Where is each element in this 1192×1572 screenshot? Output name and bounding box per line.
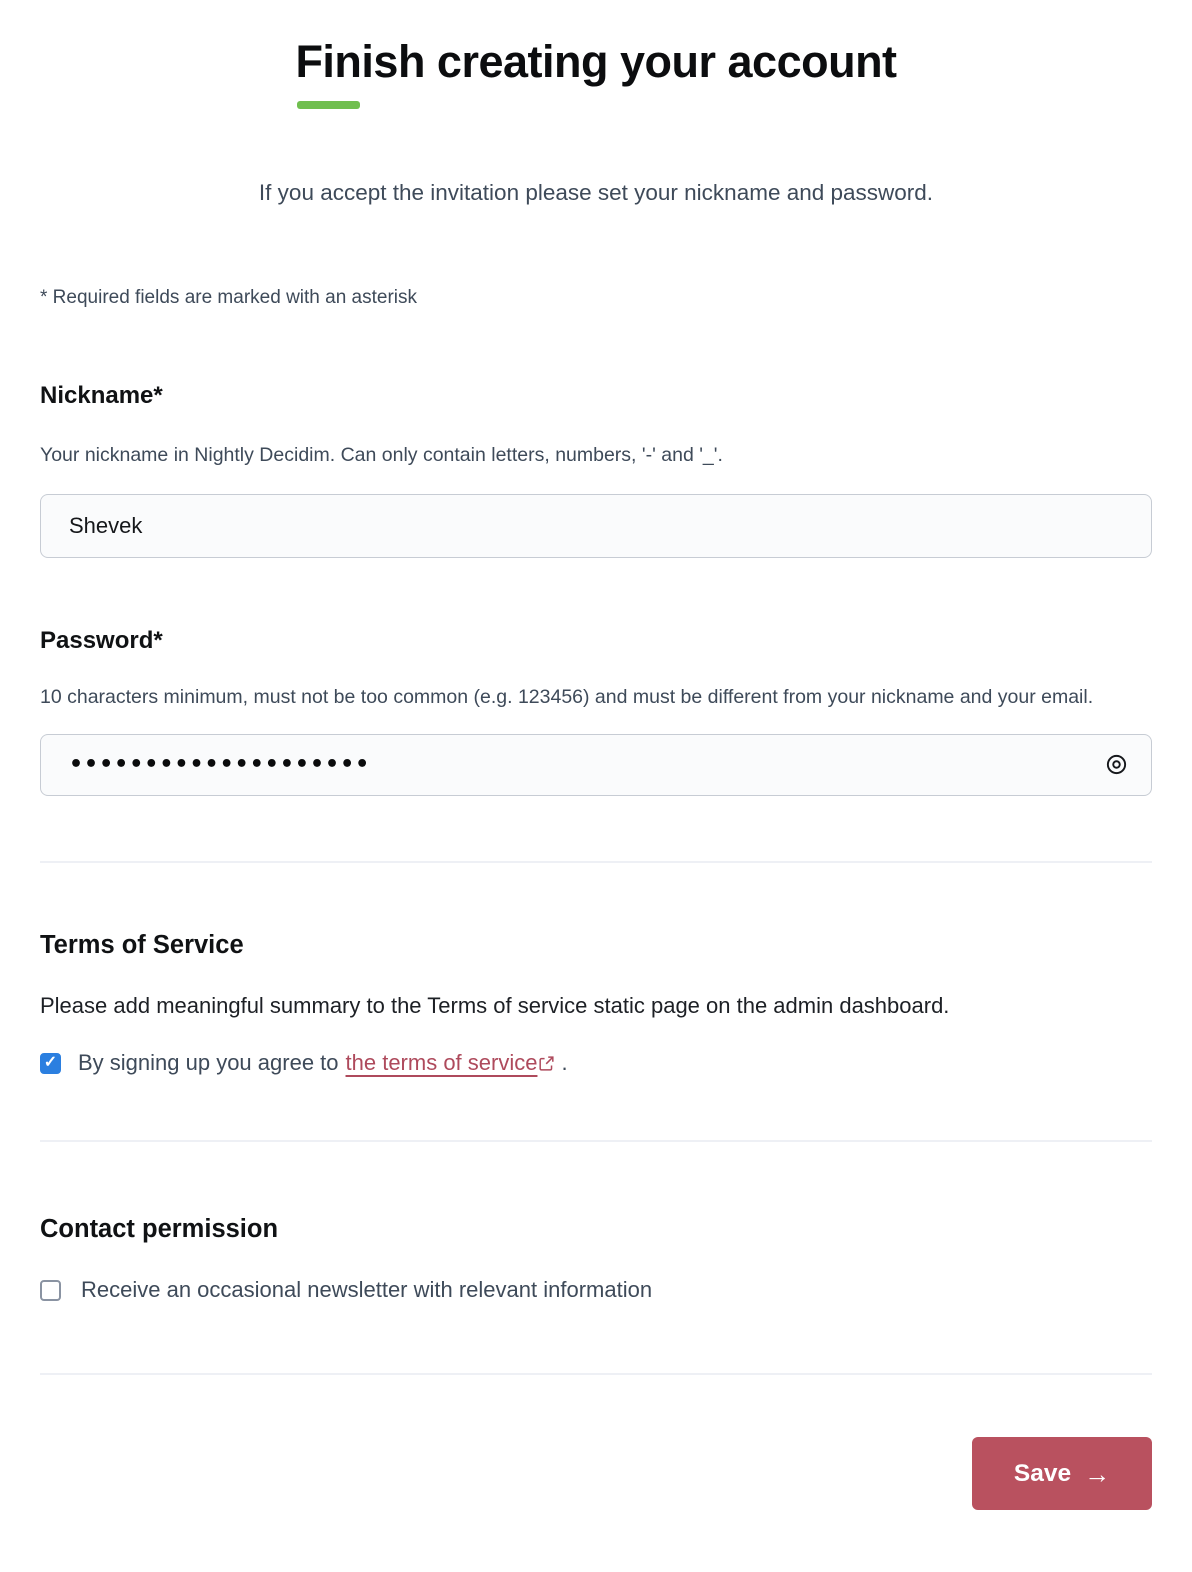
nickname-label: Nickname* bbox=[40, 382, 163, 409]
password-section bbox=[40, 627, 1152, 795]
external-link-icon bbox=[539, 1056, 554, 1071]
terms-agree-prefix: By signing up you agree to bbox=[78, 1050, 339, 1076]
password-field bbox=[40, 734, 1152, 796]
contact-heading: Contact permission bbox=[40, 1215, 279, 1244]
page-header bbox=[40, 36, 1152, 88]
terms-agree-row bbox=[40, 1050, 1152, 1076]
newsletter-checkbox[interactable] bbox=[40, 1280, 61, 1301]
terms-checkbox[interactable] bbox=[40, 1053, 61, 1074]
save-button-label: Save bbox=[1013, 1459, 1072, 1487]
divider bbox=[40, 1140, 1152, 1142]
page-title: Finish creating your account bbox=[295, 36, 896, 88]
save-button[interactable] bbox=[972, 1437, 1152, 1510]
nickname-help-text: Your nickname in Nightly Decidim. Can only contain letters, numbers, '-' and '_'. bbox=[40, 444, 723, 466]
password-label: Password* bbox=[40, 627, 163, 655]
terms-agree-label bbox=[78, 1050, 568, 1076]
eye-icon bbox=[1105, 753, 1128, 776]
newsletter-label: Receive an occasional newsletter with relevant information bbox=[81, 1277, 653, 1303]
password-help-text: 10 characters minimum, must not be too common (e.g. 123456) and must be different from your nickname and your email. bbox=[40, 686, 1094, 709]
password-input[interactable] bbox=[41, 735, 1151, 795]
password-visibility-toggle[interactable] bbox=[1099, 748, 1133, 782]
terms-link-text: the terms of service bbox=[345, 1050, 538, 1076]
page-subtitle: If you accept the invitation please set your nickname and password. bbox=[258, 179, 934, 205]
contact-permission-section bbox=[40, 1215, 1152, 1303]
title-accent-bar bbox=[297, 101, 360, 109]
divider bbox=[40, 1373, 1152, 1375]
terms-of-service-section bbox=[40, 931, 1152, 1077]
required-fields-note: * Required fields are marked with an asterisk bbox=[40, 287, 418, 308]
terms-summary: Please add meaningful summary to the Terms of service static page on the admin dashboard. bbox=[40, 992, 950, 1018]
terms-of-service-link[interactable] bbox=[346, 1050, 555, 1076]
divider bbox=[40, 861, 1152, 863]
form-actions bbox=[40, 1437, 1152, 1510]
newsletter-row bbox=[40, 1277, 1152, 1303]
nickname-input[interactable] bbox=[40, 494, 1152, 558]
arrow-right-icon: → bbox=[1084, 1458, 1111, 1489]
terms-heading: Terms of Service bbox=[40, 930, 244, 959]
terms-agree-suffix: . bbox=[561, 1050, 568, 1076]
nickname-section bbox=[40, 382, 1152, 558]
